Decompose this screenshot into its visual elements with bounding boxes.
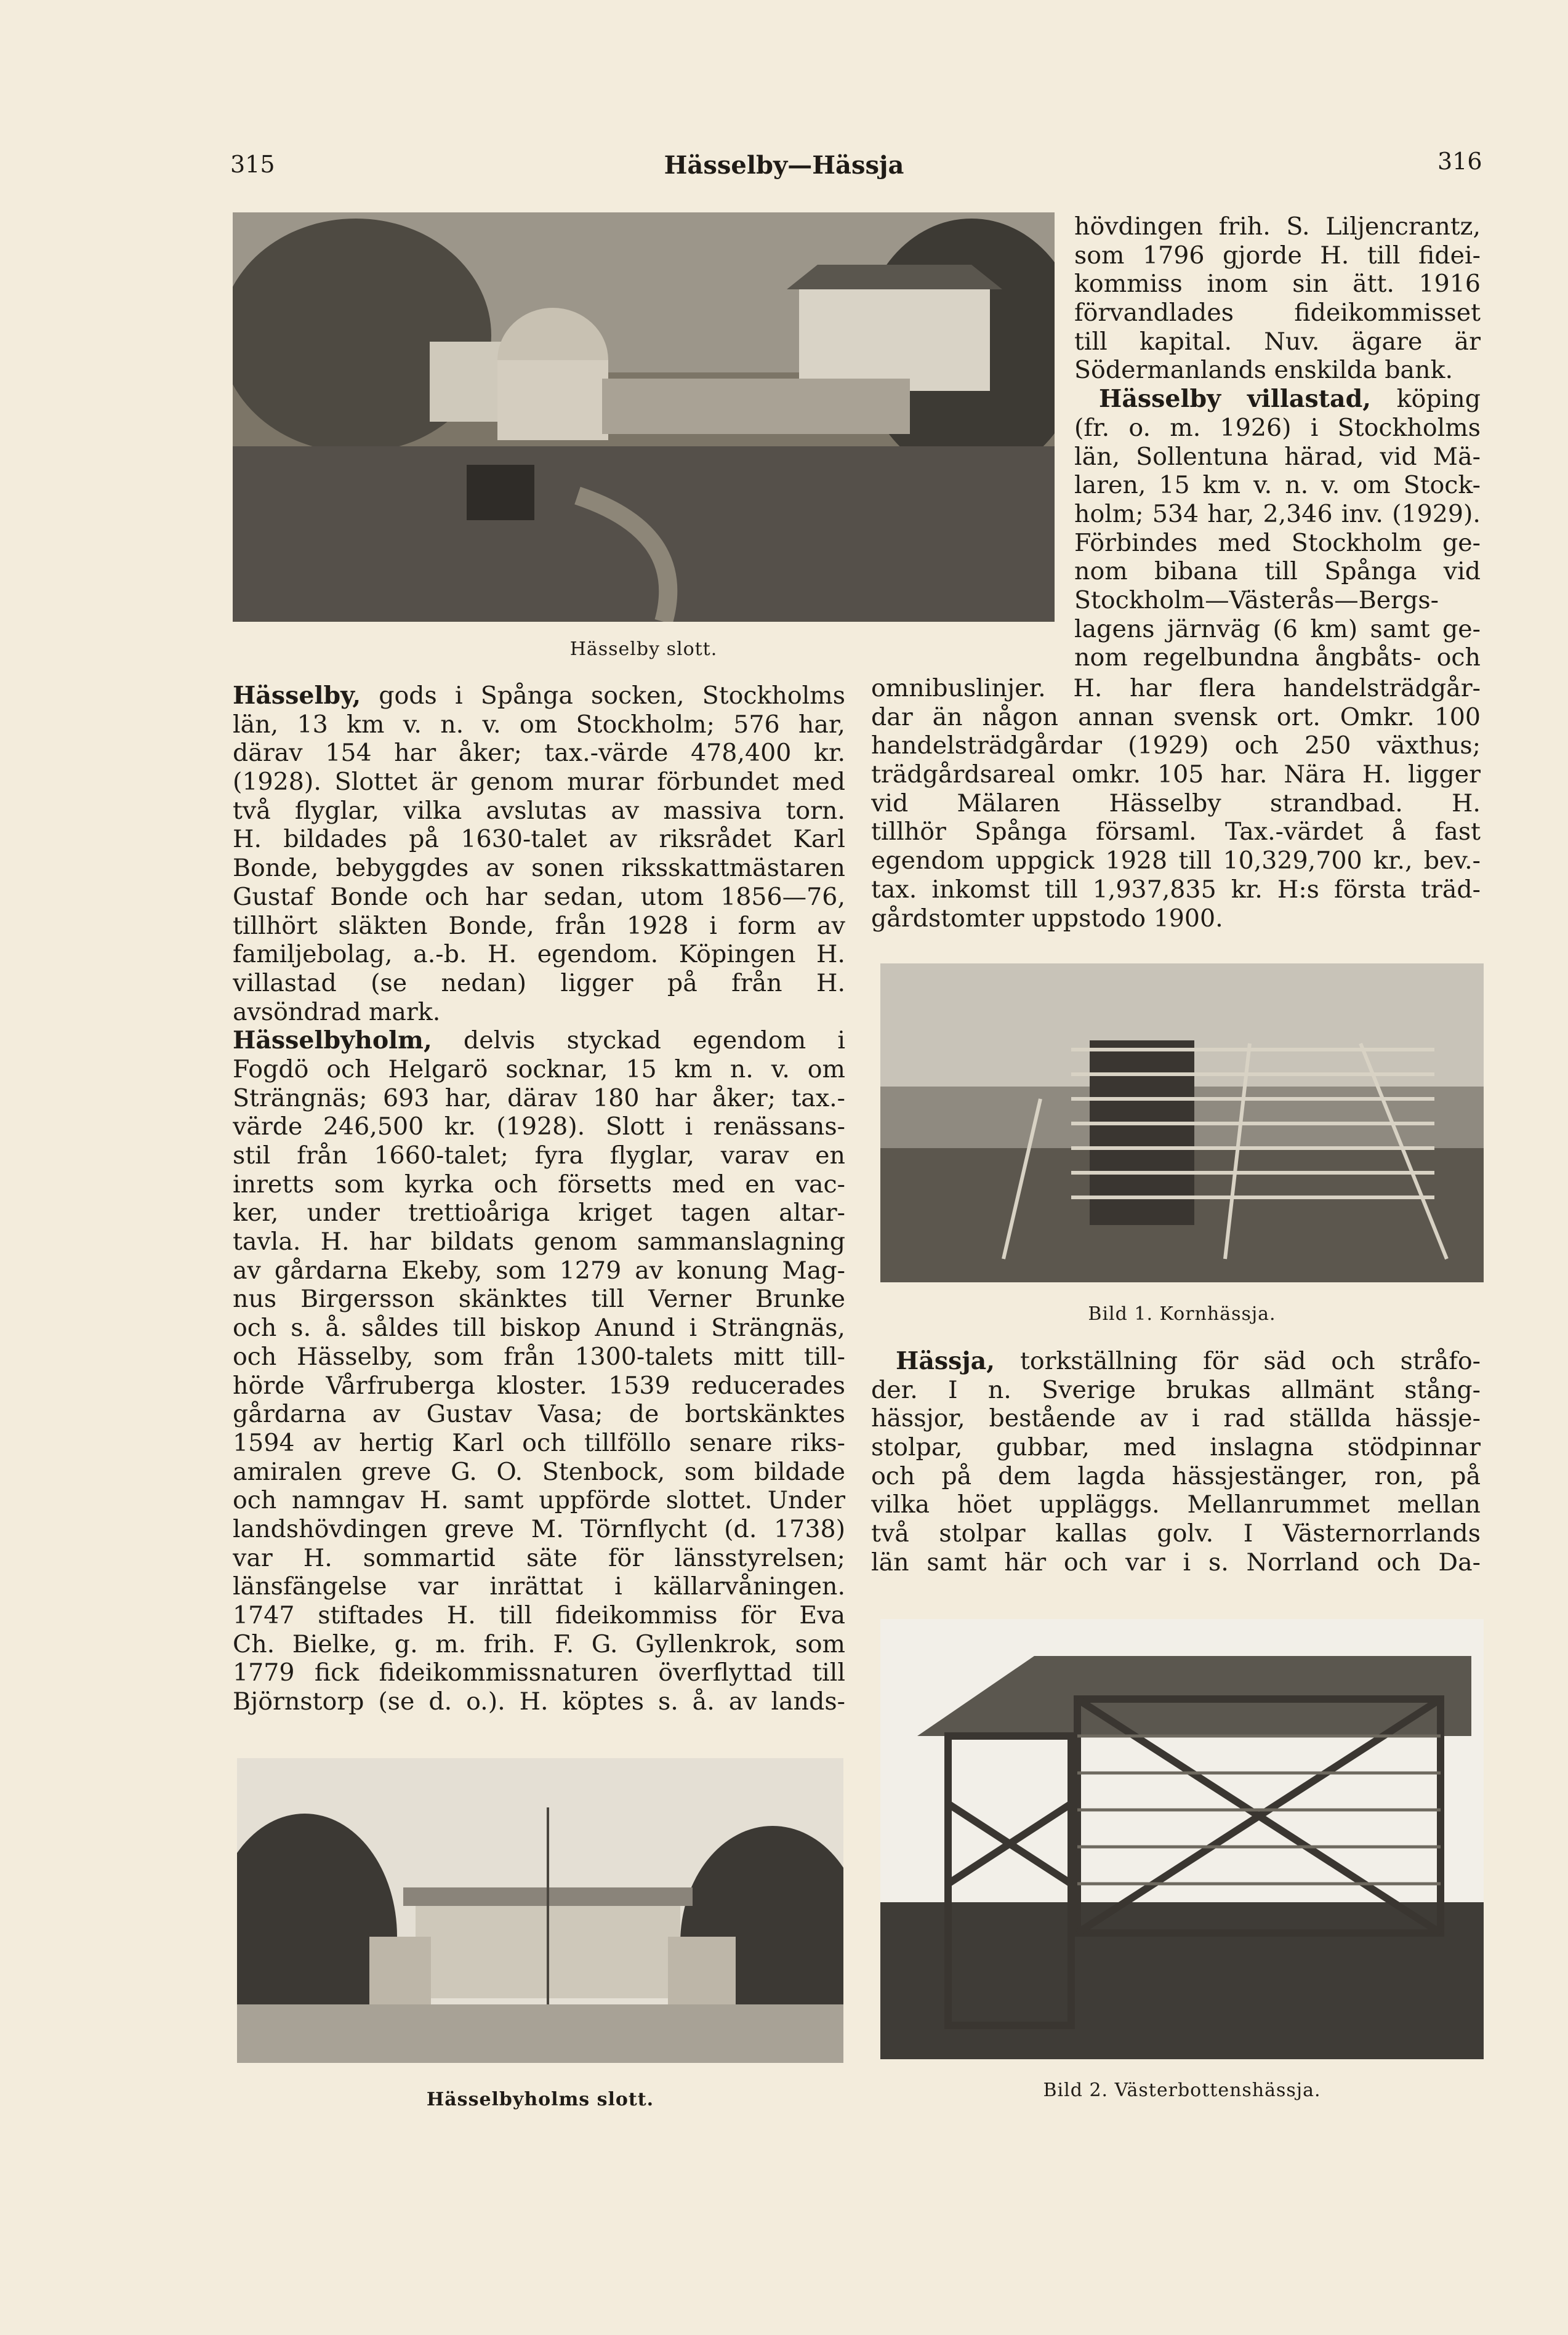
text-line: län, Sollentuna härad, vid Mä- bbox=[1074, 442, 1481, 471]
text-line: lagens järnväg (6 km) samt ge- bbox=[1074, 614, 1481, 643]
text-line: till kapital. Nuv. ägare är bbox=[1074, 327, 1481, 356]
headword: Hässja, bbox=[896, 1347, 995, 1375]
text-line: av gårdarna Ekeby, som 1279 av konung Mag- bbox=[233, 1256, 845, 1285]
caption-kornhassja: Bild 1. Kornhässja. bbox=[1088, 1303, 1276, 1325]
page-number-right: 316 bbox=[1437, 148, 1482, 175]
text-line: Fogdö och Helgarö socknar, 15 km n. v. om bbox=[233, 1055, 845, 1083]
photo-hasselbyholms-slott bbox=[237, 1758, 843, 2063]
text-column-right-middle bbox=[871, 674, 1481, 933]
text-line: der. I n. Sverige brukas allmänt stång- bbox=[871, 1375, 1481, 1404]
text-line: gårdstomter uppstodo 1900. bbox=[871, 904, 1223, 933]
caption-hasselby-slott: Hässelby slott. bbox=[569, 638, 718, 660]
text-line: gårdarna av Gustav Vasa; de bortskänktes bbox=[233, 1400, 845, 1429]
text-line: dar än någon annan svensk ort. Omkr. 100 bbox=[871, 702, 1481, 731]
text-line: tax. inkomst till 1,937,835 kr. H:s första träd- bbox=[871, 875, 1481, 904]
text-line: Björnstorp (se d. o.). H. köptes s. å. av lands- bbox=[233, 1687, 845, 1716]
text-line: därav 154 har åker; tax.-värde 478,400 kr. bbox=[233, 739, 845, 768]
text-line: familjebolag, a.-b. H. egendom. Köpingen H. bbox=[233, 940, 845, 969]
text-line: och namngav H. samt uppförde slottet. Under bbox=[233, 1486, 845, 1515]
text-line: vid Mälaren Hässelby strandbad. H. bbox=[871, 789, 1481, 818]
text-line: två flyglar, vilka avslutas av massiva torn. bbox=[233, 796, 845, 825]
text-line: län, 13 km v. n. v. om Stockholm; 576 har, bbox=[233, 710, 845, 739]
text-line: Hässelby villastad, köping bbox=[1099, 385, 1481, 414]
text-line: tillhör Spånga församl. Tax.-värdet å fast bbox=[871, 818, 1481, 846]
text-line: avsöndrad mark. bbox=[233, 997, 441, 1026]
text-line: länsfängelse var inrättat i källarvåningen. bbox=[233, 1572, 845, 1601]
text-line: landshövdingen greve M. Törnflycht (d. 1738) bbox=[233, 1514, 845, 1543]
text-line: Bonde, bebyggdes av sonen riksskattmästaren bbox=[233, 854, 845, 883]
caption-hasselbyholms-slott: Hässelbyholms slott. bbox=[426, 2089, 654, 2110]
caption-vasterbottenshassja: Bild 2. Västerbottenshässja. bbox=[1043, 2080, 1321, 2101]
text-line: ker, under trettioåriga kriget tagen altar- bbox=[233, 1199, 845, 1228]
text-line: holm; 534 har, 2,346 inv. (1929). bbox=[1074, 499, 1481, 528]
text-line: förvandlades fideikommisset bbox=[1074, 299, 1481, 328]
text-line: tavla. H. har bildats genom sammanslagning bbox=[233, 1228, 845, 1256]
text-column-right-upper bbox=[1074, 212, 1481, 672]
text-column-right-lower bbox=[871, 1347, 1481, 1577]
text-line: H. bildades på 1630-talet av riksrådet Karl bbox=[233, 825, 845, 854]
text-line: som 1796 gjorde H. till fidei- bbox=[1074, 241, 1481, 270]
text-line: 1747 stiftades H. till fideikommiss för Eva bbox=[233, 1601, 845, 1630]
text-line: Förbindes med Stockholm ge- bbox=[1074, 528, 1481, 557]
text-line: nom regelbundna ångbåts- och bbox=[1074, 643, 1481, 672]
text-line: egendom uppgick 1928 till 10,329,700 kr., bev.- bbox=[871, 846, 1481, 875]
photo-kornhassja bbox=[880, 963, 1484, 1282]
text-line: län samt här och var i s. Norrland och Da- bbox=[871, 1548, 1481, 1577]
text-line: och Hässelby, som från 1300-talets mitt till- bbox=[233, 1342, 845, 1371]
text-line: Hässja, torkställning för säd och stråfo- bbox=[896, 1347, 1481, 1375]
text-line: nus Birgersson skänktes till Verner Brunke bbox=[233, 1285, 845, 1314]
text-line: värde 246,500 kr. (1928). Slott i renässans- bbox=[233, 1112, 845, 1141]
text-line: och på dem lagda hässjestänger, ron, på bbox=[871, 1461, 1481, 1490]
text-line: nom bibana till Spånga vid bbox=[1074, 557, 1481, 586]
running-headline: Hässelby—Hässja bbox=[664, 151, 904, 180]
text-line: 1779 fick fideikommissnaturen överflyttad till bbox=[233, 1658, 845, 1687]
text-line: två stolpar kallas golv. I Västernorrlands bbox=[871, 1519, 1481, 1548]
page-number-left: 315 bbox=[230, 151, 275, 178]
text-line: Södermanlands enskilda bank. bbox=[1074, 356, 1453, 385]
text-line: stolpar, gubbar, med inslagna stödpinnar bbox=[871, 1433, 1481, 1462]
text-line: hässjor, bestående av i rad ställda hässje- bbox=[871, 1404, 1481, 1433]
text-line: hövdingen frih. S. Liljencrantz, bbox=[1074, 212, 1481, 241]
text-line: laren, 15 km v. n. v. om Stock- bbox=[1074, 471, 1481, 500]
text-line: vilka höet uppläggs. Mellanrummet mellan bbox=[871, 1490, 1481, 1519]
headword: Hässelbyholm, bbox=[233, 1026, 432, 1055]
photo-vasterbottenshassja bbox=[880, 1619, 1484, 2059]
text-line: handelsträdgårdar (1929) och 250 växthus; bbox=[871, 731, 1481, 760]
text-line: villastad (se nedan) ligger på från H. bbox=[233, 968, 845, 997]
text-column-left bbox=[233, 681, 845, 1716]
text-line: var H. sommartid säte för länsstyrelsen; bbox=[233, 1543, 845, 1572]
headword: Hässelby villastad, bbox=[1099, 385, 1371, 414]
text-line: (1928). Slottet är genom murar förbundet med bbox=[233, 768, 845, 797]
text-line: Hässelbyholm, delvis styckad egendom i bbox=[233, 1026, 845, 1055]
text-line: stil från 1660-talet; fyra flyglar, varav en bbox=[233, 1141, 845, 1170]
text-line: Strängnäs; 693 har, därav 180 har åker; tax.- bbox=[233, 1083, 845, 1112]
text-line: Hässelby, gods i Spånga socken, Stockholms bbox=[233, 681, 845, 710]
text-line: och s. å. såldes till biskop Anund i Strängnäs, bbox=[233, 1314, 845, 1343]
text-line: tillhört släkten Bonde, från 1928 i form av bbox=[233, 911, 845, 940]
text-line: 1594 av hertig Karl och tillföllo senare riks- bbox=[233, 1428, 845, 1457]
text-line: Gustaf Bonde och har sedan, utom 1856—76, bbox=[233, 882, 845, 911]
text-line: kommiss inom sin ätt. 1916 bbox=[1074, 270, 1481, 299]
text-line: amiralen greve G. O. Stenbock, som bildade bbox=[233, 1457, 845, 1486]
text-line: trädgårdsareal omkr. 105 har. Nära H. ligger bbox=[871, 760, 1481, 789]
headword: Hässelby, bbox=[233, 681, 361, 710]
photo-hasselby-slott bbox=[233, 212, 1055, 622]
text-line: omnibuslinjer. H. har flera handelsträdgår- bbox=[871, 674, 1481, 702]
text-line: inretts som kyrka och försetts med en vac- bbox=[233, 1170, 845, 1199]
text-line: Ch. Bielke, g. m. frih. F. G. Gyllenkrok, som bbox=[233, 1630, 845, 1658]
text-line: (fr. o. m. 1926) i Stockholms bbox=[1074, 413, 1481, 442]
text-line: Stockholm—Västerås—Bergs- bbox=[1074, 585, 1439, 614]
text-line: hörde Vårfruberga kloster. 1539 reducerades bbox=[233, 1371, 845, 1400]
